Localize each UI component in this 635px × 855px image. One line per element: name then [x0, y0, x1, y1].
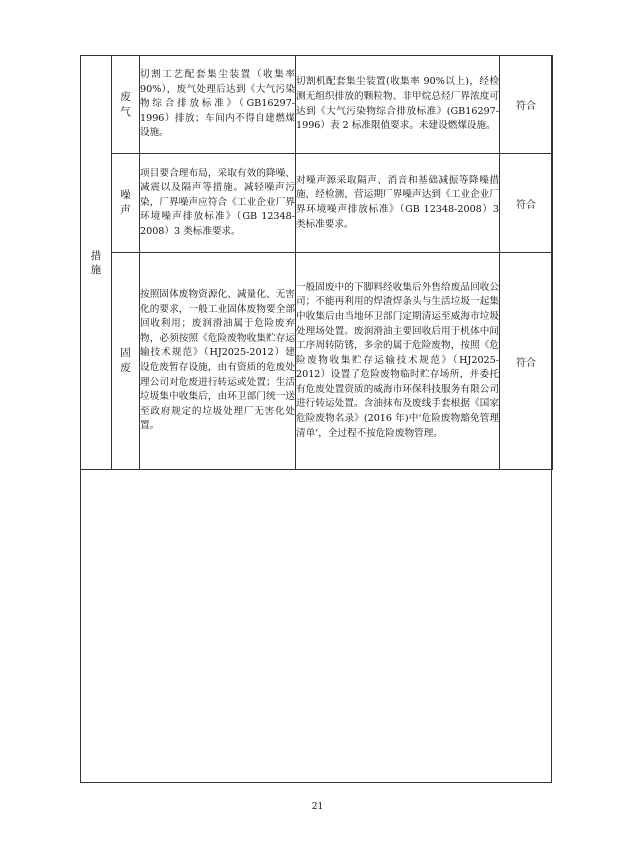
main-category-cell [81, 56, 112, 470]
table-row [81, 253, 553, 470]
category-label: 噪声 [120, 189, 131, 216]
compliance-table [80, 55, 553, 470]
category-cell [112, 154, 140, 253]
implementation-cell: 切割机配套集尘装置(收集率 90%以上)，经检测无组织排放的颗粒物、非甲烷总烃厂界浓度可达到《大气污染物综合排放标准》(GB16297-1996）表 2 标准限值要求。未建设燃煤设施。 [296, 56, 500, 154]
requirement-cell: 项目要合理布局，采取有效的降噪、减震以及隔声等措施。减轻噪声污染，厂界噪声应符合《工业企业厂界环境噪声排放标准》（GB 12348-2008）3 类标准要求。 [140, 154, 296, 253]
requirement-cell: 按照固体废物资源化、减量化、无害化的要求，一般工业固体废物要全部回收利用；废润滑油属于危险废弃物，必须按照《危险废物收集贮存运输技术规范》（HJ2025-2012）建设危废暂存设施，由有资质的危废处理公司对危废进行转运或处置；生活垃圾集中收集后，由环卫部门统一送至政府规定的垃圾处理厂无害化处置。 [140, 253, 296, 470]
category-cell [112, 56, 140, 154]
main-category-label: 措施 [90, 249, 102, 276]
table-row [81, 56, 553, 154]
implementation-cell: 对噪声源采取隔声、消音和基础减振等降噪措施，经检测，营运期厂界噪声达到《工业企业厂界环境噪声排放标准》（GB 12348-2008）3 类标准要求。 [296, 154, 500, 253]
category-label: 废气 [120, 90, 131, 118]
category-label: 固废 [120, 347, 131, 374]
table-row [81, 154, 553, 253]
result-cell: 符合 [500, 56, 553, 154]
implementation-cell: 一般固废中的下脚料经收集后外售给废品回收公司；不能再利用的焊渣焊条头与生活垃圾一起集中收集后由当地环卫部门定期清运至威海市垃圾处理场处置。废润滑油主要回收后用于机体中间工序周转防锈，多余的属于危险废物，按照《危险废物收集贮存运输技术规范》（HJ2025-2012）设置了危险废物临时贮存场所，并委托有危废处置资质的威海市环保科技服务有限公司进行转运处置。含油抹布及废线手套根据《国家危险废物名录》(2016 年)中‘危险废物豁免管理清单’，全过程不按危险废物管理。 [296, 253, 500, 470]
requirement-cell: 切割工艺配套集尘装置（收集率 90%），废气处理后达到《大气污染物综合排放标准》（GB16297-1996）排放；车间内不得自建燃煤设施。 [140, 56, 296, 154]
page-number: 21 [311, 802, 324, 812]
category-cell [112, 253, 140, 470]
result-cell: 符合 [500, 154, 553, 253]
result-cell: 符合 [500, 253, 553, 470]
